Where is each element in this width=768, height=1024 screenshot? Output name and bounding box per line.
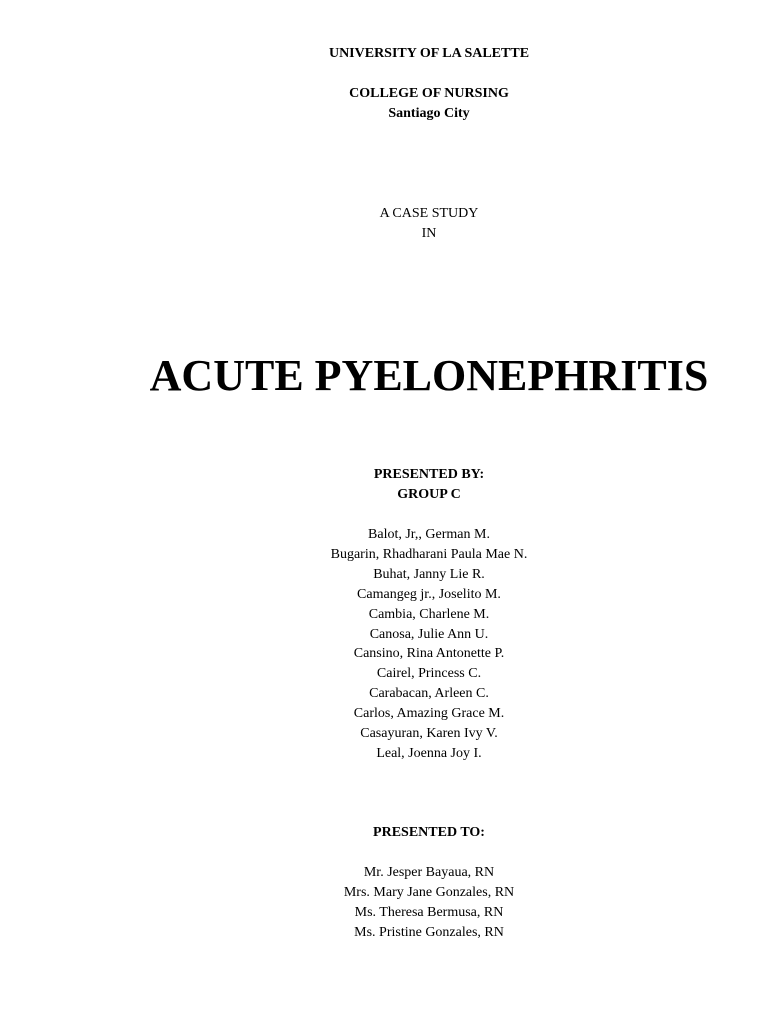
recipient-item: Ms. Pristine Gonzales, RN <box>354 924 504 940</box>
member-item: Cambia, Charlene M. <box>368 606 490 622</box>
college-name: COLLEGE OF NURSING <box>349 86 509 101</box>
presented-by-label: PRESENTED BY: <box>373 467 485 482</box>
case-study-label: A CASE STUDY <box>379 206 479 221</box>
recipient-item: Mrs. Mary Jane Gonzales, RN <box>343 884 515 900</box>
recipient-item: Mr. Jesper Bayaua, RN <box>363 865 495 880</box>
member-item: Cansino, Rina Antonette P. <box>353 646 505 662</box>
member-item: Casayuran, Karen Ivy V. <box>360 726 498 742</box>
city-name: Santiago City <box>388 106 470 121</box>
member-item: Carabacan, Arleen C. <box>369 686 489 702</box>
member-item: Bugarin, Rhadharani Paula Mae N. <box>330 546 528 562</box>
recipient-item: Ms. Theresa Bermusa, RN <box>354 904 504 920</box>
member-item: Cairel, Princess C. <box>376 666 482 682</box>
member-item: Camangeg jr., Joselito M. <box>357 586 501 602</box>
member-item: Buhat, Janny Lie R. <box>373 566 485 582</box>
member-item: Carlos, Amazing Grace M. <box>353 706 505 722</box>
member-item: Balot, Jr,, German M. <box>368 527 490 542</box>
member-item: Leal, Joenna Joy I. <box>376 745 482 761</box>
member-list <box>0 525 768 764</box>
group-name: GROUP C <box>397 487 461 502</box>
in-label: IN <box>421 226 437 241</box>
presented-to-label: PRESENTED TO: <box>373 825 485 840</box>
member-item: Canosa, Julie Ann U. <box>369 626 489 642</box>
university-name: UNIVERSITY OF LA SALETTE <box>328 46 530 61</box>
recipient-list <box>0 863 768 943</box>
document-title: ACUTE PYELONEPHRITIS <box>149 351 709 400</box>
